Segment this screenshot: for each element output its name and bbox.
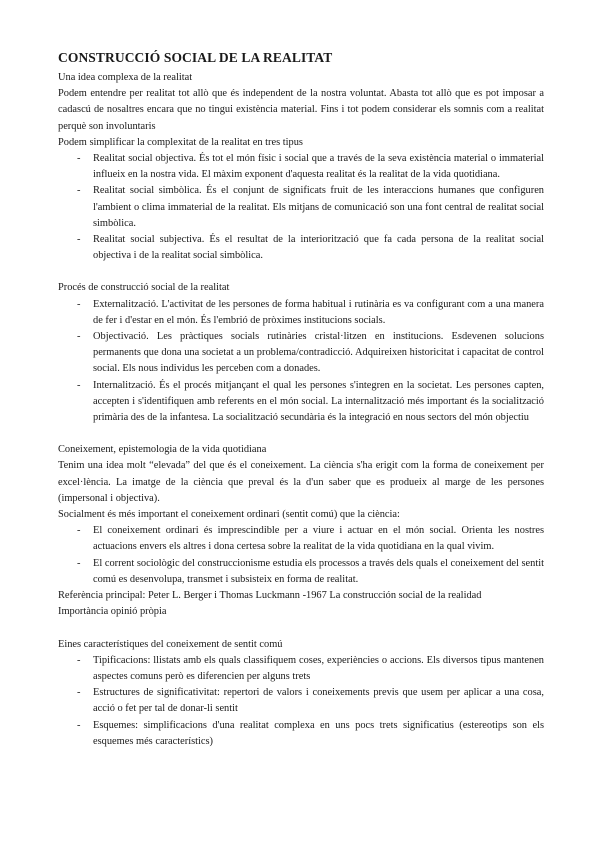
list-item: - Estructures de significativitat: repertori de valors i coneixements previs que usem per aplicar a una cosa, acció o fet per tal de donar-li sentit [77, 687, 544, 715]
section4-list [58, 653, 544, 750]
bullet-dash: - [77, 557, 81, 569]
section2-list [58, 297, 544, 427]
bullet-dash: - [77, 525, 81, 537]
section2-heading: Procés de construcció social de la realitat [58, 282, 230, 294]
reference-line: Referència principal: Peter L. Berger i Thomas Luckmann -1967 La construcción social de la realidad [58, 590, 482, 602]
bullet-dash: - [77, 331, 81, 343]
list-item: - Realitat social subjectiva. És el resultat de la interiorització que fa cada persona de la realitat social objectiva i de la realitat social simbòlica. [77, 234, 544, 262]
opinion-line: Importància opinió pròpia [58, 606, 167, 618]
page-title: CONSTRUCCIÓ SOCIAL DE LA REALITAT [58, 50, 333, 65]
list-item: - El coneixement ordinari és imprescindible per a viure i actuar en el món social. Orienta les nostres actuacions envers els altres i dona certesa sobre la realitat de la vida quotidiana en la qual vivim. [77, 525, 544, 553]
bullet-dash: - [77, 234, 81, 246]
section1-list [58, 151, 544, 264]
section1-heading: Una idea complexa de la realitat [58, 72, 193, 83]
list-item: - Externalització. L'activitat de les persones de forma habitual i rutinària es va configurant com a una manera de fer i d'estar en el món. És l'embrió de pròximes institucions socials. [77, 298, 544, 326]
bullet-dash: - [77, 298, 81, 310]
section4-heading: Eines característiques del coneixement de sentit comú [58, 638, 283, 650]
section3-intro: Tenim una idea molt “elevada” del que és el coneixement. La ciència s'ha erigit com la forma de coneixement per excel·lència. La imatge de la ciència que preval és la d'un saber que es produeix al marge de les persones (impersonal i objectiva). [58, 460, 544, 504]
list-item: - El corrent sociològic del construccionisme estudia els processos a través dels quals el coneixement del sentit comú es desenvolupa, transmet i subsisteix en forma de realitat. [77, 557, 544, 585]
section3-list [58, 523, 544, 588]
list-item: - Internalització. És el procés mitjançant el qual les persones s'integren en la societat. Les persones capten, accepten i s'identifiquen amb referents en el món social. La internalització més important és la socialització primària des de la infantesa. La socialització secundària és la integració en nous sectors del món objectiu [77, 379, 544, 424]
list-item: - Realitat social simbòlica. És el conjunt de significats fruit de les interaccions humanes que configuren l'ambient o clima immaterial de la realitat. Els mitjans de comunicació son una font central de realitat social simbòlica. [77, 185, 544, 229]
list-item: - Esquemes: simplificacions d'una realitat complexa en uns pocs trets significatius (estereotips son els esquemes més característics) [77, 719, 544, 747]
bullet-dash: - [77, 719, 81, 731]
section3-lead: Socialment és més important el coneixement ordinari (sentit comú) que la ciència: [58, 509, 400, 521]
bullet-dash: - [77, 379, 81, 391]
document-page [58, 50, 544, 750]
section1-intro: Podem entendre per realitat tot allò que és independent de la nostra voluntat. Abasta tot allò que es pot imposar a cadascú de nosaltres encara que no tingui existència material. Fins i tot podem considerar els somnis com a realitat perquè son involuntaris [58, 88, 544, 132]
list-item: - Objectivació. Les pràctiques socials rutinàries cristal·litzen en institucions. Esdevenen solucions permanents que dona una societat a un problema/contradicció. Adquireixen historicitat i capacitat de control social. Els nous individus les perceben com a donades. [77, 331, 544, 375]
section3-heading: Coneixement, epistemologia de la vida quotidiana [58, 444, 267, 456]
bullet-dash: - [77, 153, 81, 165]
bullet-dash: - [77, 654, 81, 666]
list-item: - Tipificacions: llistats amb els quals classifiquem coses, experiències o accions. Els diversos tipus mantenen aspectes comuns però es diferencien per alguns trets [77, 654, 544, 682]
section1-lead: Podem simplificar la complexitat de la realitat en tres tipus [58, 136, 303, 148]
bullet-dash: - [77, 185, 81, 197]
bullet-dash: - [77, 687, 81, 699]
list-item: - Realitat social objectiva. És tot el món físic i social que a través de la seva existència material o immaterial influeix en la nostra vida. El màxim exponent d'aquesta realitat és la realitat de la vida quotidiana. [77, 153, 544, 181]
